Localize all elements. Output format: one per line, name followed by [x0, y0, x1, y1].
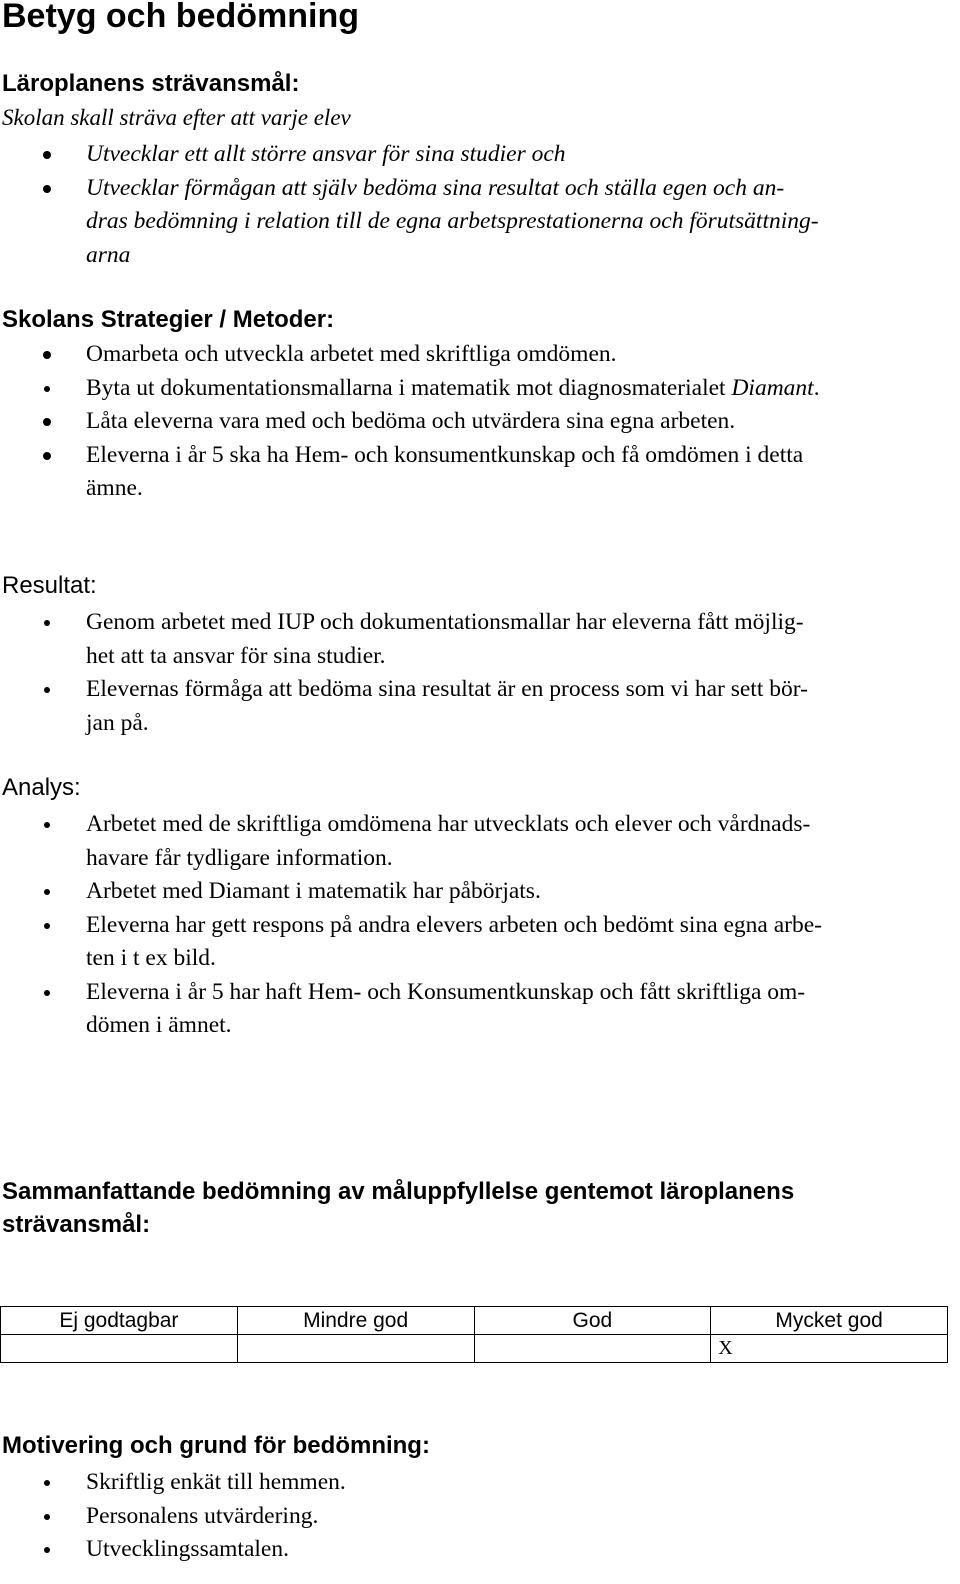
list-item — [0, 875, 946, 909]
grade-mark-cell — [237, 1335, 474, 1363]
diamant-emphasis: Diamant — [731, 374, 814, 401]
list-item — [0, 338, 946, 372]
grade-header-row — [1, 1307, 948, 1335]
list-item — [0, 673, 946, 740]
grade-table — [0, 1306, 948, 1363]
strivance-heading: Läroplanens strävansmål: — [2, 70, 300, 97]
bullet-icon — [44, 822, 50, 828]
list-item-line: ten i t ex bild. — [86, 945, 216, 971]
list-item-line: Personalens utvärdering. — [86, 1502, 319, 1529]
list-item-line: havare får tydligare information. — [86, 844, 393, 871]
grade-mark-cell: X — [711, 1335, 948, 1363]
bullet-icon — [43, 351, 51, 359]
results-list — [0, 606, 946, 740]
grade-header-cell: Mindre god — [237, 1307, 474, 1335]
list-item — [0, 1466, 946, 1500]
bullet-icon — [44, 620, 50, 626]
list-item — [0, 405, 946, 439]
bullet-icon — [44, 923, 50, 929]
list-item-line: Eleverna i år 5 ska ha Hem- och konsumentkunskap och få omdömen i detta — [86, 441, 804, 468]
list-item-line: ämne. — [86, 475, 143, 501]
list-item — [0, 172, 946, 273]
bullet-icon — [44, 386, 50, 392]
bullet-icon — [43, 418, 51, 426]
analysis-heading: Analys: — [2, 774, 81, 801]
list-item-text: . — [813, 374, 820, 401]
grade-mark-cell — [474, 1335, 711, 1363]
list-item-line — [86, 372, 946, 406]
list-item-line: Skriftlig enkät till hemmen. — [86, 1469, 346, 1495]
strivance-list — [0, 138, 946, 272]
results-heading: Resultat: — [2, 572, 97, 599]
list-item-line: Utvecklingssamtalen. — [86, 1536, 289, 1562]
bullet-icon — [43, 185, 51, 193]
list-item — [0, 372, 946, 406]
grade-mark-cell — [1, 1335, 238, 1363]
strivance-intro: Skolan skall sträva efter att varje elev — [2, 105, 351, 130]
list-item — [0, 1500, 946, 1534]
list-item-line: Utvecklar ett allt större ansvar för sina studier och — [86, 141, 566, 167]
list-item-line: Eleverna i år 5 har haft Hem- och Konsumentkunskap och fått skriftliga om- — [86, 978, 806, 1005]
list-item — [0, 1533, 946, 1567]
summary-heading-line-2: strävansmål: — [2, 1211, 151, 1238]
bullet-icon — [44, 990, 50, 996]
list-item-line: Omarbeta och utveckla arbetet med skriftliga omdömen. — [86, 341, 617, 367]
list-item-line: Arbetet med Diamant i matematik har påbörjats. — [86, 878, 541, 904]
motivation-heading: Motivering och grund för bedömning: — [2, 1432, 430, 1459]
list-item — [0, 909, 946, 976]
bullet-icon — [44, 687, 50, 693]
grade-mark-row — [1, 1335, 948, 1363]
strategies-list — [0, 338, 946, 506]
list-item-line: het att ta ansvar för sina studier. — [86, 642, 386, 669]
list-item-line: jan på. — [86, 709, 149, 736]
bullet-icon — [44, 1480, 50, 1486]
bullet-icon — [44, 889, 50, 895]
grade-header-cell: Mycket god — [711, 1307, 948, 1335]
grade-header-cell: Ej godtagbar — [1, 1307, 238, 1335]
list-item-line: Låta eleverna vara med och bedöma och utvärdera sina egna arbeten. — [86, 408, 736, 434]
list-item-text: Byta ut dokumentationsmallarna i matematik mot diagnosmaterialet — [86, 374, 732, 401]
bullet-icon — [43, 151, 51, 159]
list-item-line: arna — [86, 241, 131, 268]
bullet-icon — [44, 1514, 50, 1520]
page-title: Betyg och bedömning — [2, 0, 359, 35]
list-item — [0, 606, 946, 673]
analysis-list — [0, 808, 946, 1043]
bullet-icon — [44, 1547, 50, 1553]
list-item — [0, 808, 946, 875]
list-item-line: Genom arbetet med IUP och dokumentationsmallar har eleverna fått möjlig- — [86, 609, 804, 635]
list-item-line: dras bedömning i relation till de egna arbetsprestationerna och förutsättning- — [86, 208, 819, 234]
strategies-heading: Skolans Strategier / Metoder: — [2, 306, 335, 333]
bullet-icon — [43, 452, 51, 460]
list-item-line: Eleverna har gett respons på andra elevers arbeten och bedömt sina egna arbe- — [86, 911, 822, 938]
summary-heading-line-1: Sammanfattande bedömning av måluppfyllelse gentemot läroplanens — [2, 1178, 795, 1205]
list-item — [0, 976, 946, 1043]
list-item-line: dömen i ämnet. — [86, 1012, 232, 1038]
list-item-line: Elevernas förmåga att bedöma sina resultat är en process som vi har sett bör- — [86, 676, 808, 702]
list-item-line: Arbetet med de skriftliga omdömena har utvecklats och elever och vårdnads- — [86, 811, 811, 837]
list-item — [0, 138, 946, 172]
motivation-list — [0, 1466, 946, 1567]
list-item — [0, 439, 946, 506]
grade-header-cell: God — [474, 1307, 711, 1335]
list-item-line: Utvecklar förmågan att själv bedöma sina resultat och ställa egen och an- — [86, 174, 785, 201]
